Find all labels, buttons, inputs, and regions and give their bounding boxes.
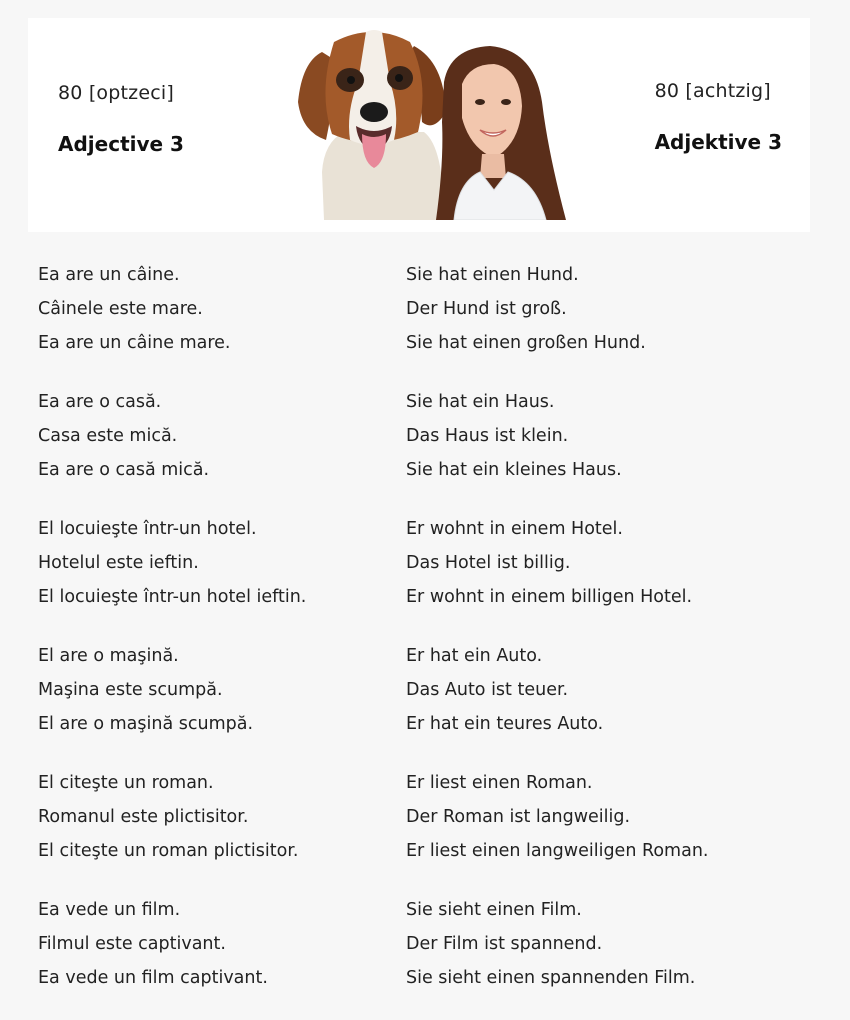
phrase-row (38, 800, 818, 834)
phrase-german: Sie hat ein Haus. (406, 392, 555, 412)
phrase-romanian: El citeşte un roman. (38, 773, 214, 793)
phrase-german: Er hat ein Auto. (406, 646, 543, 666)
phrase-row (38, 292, 818, 326)
phrase-romanian: El citeşte un roman plictisitor. (38, 841, 299, 861)
phrase-group (38, 639, 818, 741)
lesson-number-ro: 80 [optzeci] (58, 82, 174, 104)
phrase-german: Der Roman ist langweilig. (406, 807, 631, 827)
phrase-german: Das Hotel ist billig. (406, 553, 571, 573)
phrase-german: Er wohnt in einem Hotel. (406, 519, 623, 539)
phrase-german: Er liest einen langweiligen Roman. (406, 841, 709, 861)
phrase-romanian: Ea are un câine mare. (38, 333, 231, 353)
phrase-row (38, 419, 818, 453)
phrase-row (38, 893, 818, 927)
phrase-german: Sie hat ein kleines Haus. (406, 460, 622, 480)
phrase-row (38, 707, 818, 741)
lesson-header (28, 18, 810, 232)
phrase-romanian: Maşina este scumpă. (38, 680, 223, 700)
phrase-group (38, 512, 818, 614)
phrase-romanian: El are o maşină scumpă. (38, 714, 254, 734)
phrase-german: Sie hat einen Hund. (406, 265, 579, 285)
phrase-german: Das Haus ist klein. (406, 426, 569, 446)
phrase-romanian: El are o maşină. (38, 646, 179, 666)
lesson-title-de: Adjektive 3 (654, 130, 782, 154)
phrase-list (38, 258, 818, 1020)
lesson-title-ro: Adjective 3 (58, 132, 184, 156)
phrase-romanian: Casa este mică. (38, 426, 178, 446)
phrase-row (38, 961, 818, 995)
dog-and-woman-photo (294, 22, 582, 220)
phrase-row (38, 546, 818, 580)
phrase-row (38, 453, 818, 487)
phrase-row (38, 834, 818, 868)
phrase-row (38, 639, 818, 673)
phrase-german: Er wohnt in einem billigen Hotel. (406, 587, 693, 607)
phrase-german: Der Hund ist groß. (406, 299, 567, 319)
phrase-german: Er liest einen Roman. (406, 773, 593, 793)
phrase-german: Sie hat einen großen Hund. (406, 333, 646, 353)
phrase-row (38, 927, 818, 961)
phrase-german: Der Film ist spannend. (406, 934, 603, 954)
phrase-romanian: El locuieşte într-un hotel. (38, 519, 257, 539)
lesson-number-de: 80 [achtzig] (654, 80, 771, 102)
header-left (58, 82, 184, 156)
phrase-row (38, 258, 818, 292)
phrase-romanian: Romanul este plictisitor. (38, 807, 249, 827)
phrase-romanian: Ea are o casă. (38, 392, 162, 412)
phrase-romanian: Filmul este captivant. (38, 934, 226, 954)
phrase-romanian: Câinele este mare. (38, 299, 203, 319)
phrase-german: Sie sieht einen Film. (406, 900, 582, 920)
phrase-german: Das Auto ist teuer. (406, 680, 569, 700)
phrase-romanian: Ea vede un film captivant. (38, 968, 268, 988)
phrase-group (38, 258, 818, 360)
phrase-row (38, 326, 818, 360)
phrase-row (38, 385, 818, 419)
phrase-row (38, 580, 818, 614)
phrase-romanian: Ea are o casă mică. (38, 460, 210, 480)
phrase-row (38, 673, 818, 707)
phrase-romanian: El locuieşte într-un hotel ieftin. (38, 587, 307, 607)
phrase-group (38, 893, 818, 995)
phrase-romanian: Hotelul este ieftin. (38, 553, 199, 573)
phrase-german: Er hat ein teures Auto. (406, 714, 604, 734)
phrase-row (38, 766, 818, 800)
phrase-romanian: Ea are un câine. (38, 265, 180, 285)
phrase-group (38, 766, 818, 868)
phrase-german: Sie sieht einen spannenden Film. (406, 968, 696, 988)
phrase-row (38, 512, 818, 546)
phrase-group (38, 385, 818, 487)
phrase-romanian: Ea vede un film. (38, 900, 181, 920)
header-right (655, 80, 782, 154)
